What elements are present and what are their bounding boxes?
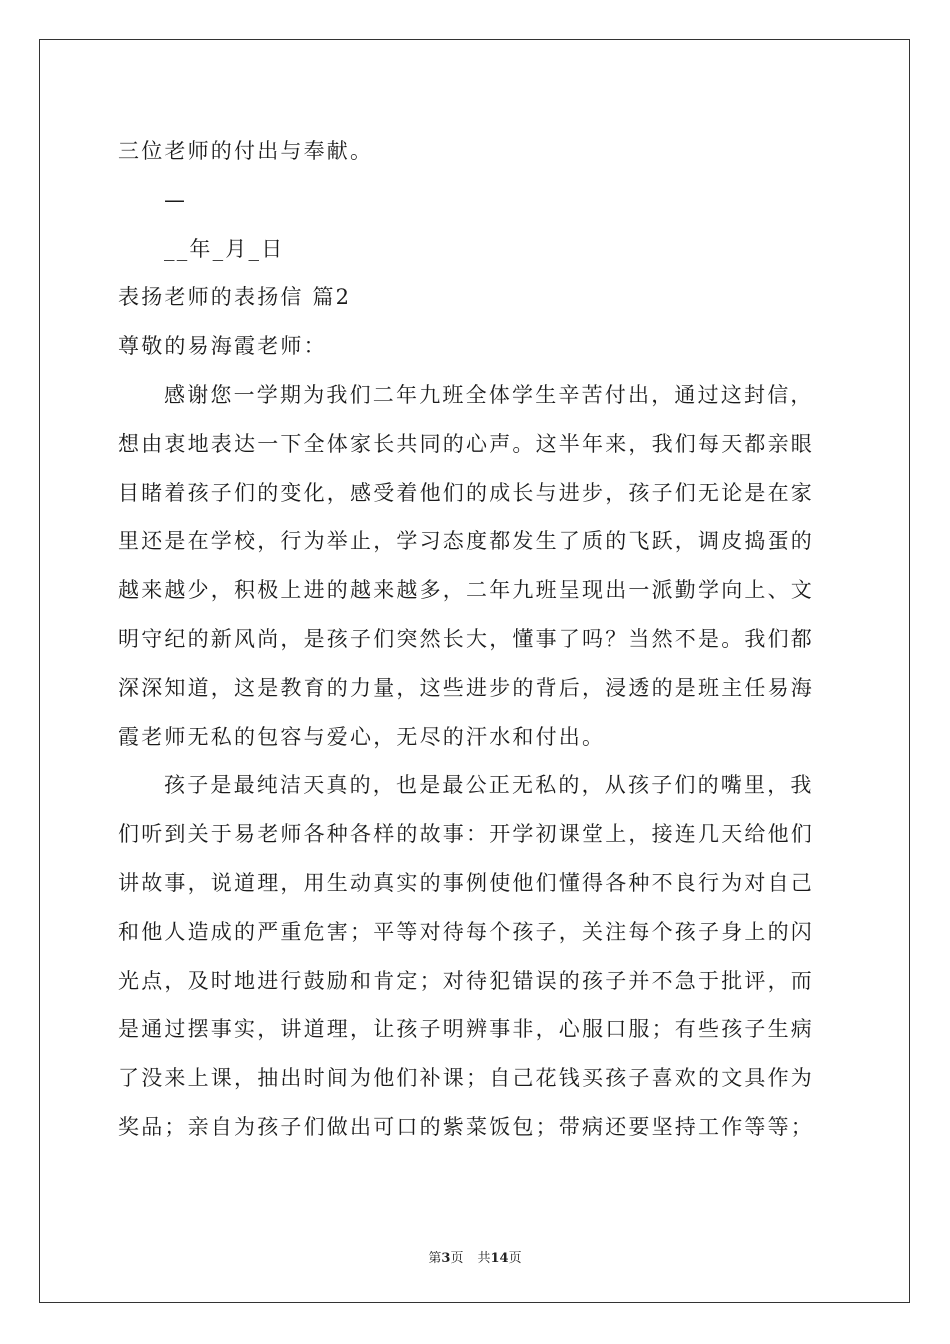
paragraph-line: 孩子是最纯洁天真的，也是最公正无私的，从孩子们的嘴里，我 [164,773,814,798]
current-page-number: 3 [441,1251,451,1266]
footer-total-prefix: 共 [477,1251,491,1266]
paragraph-1 [118,371,834,761]
footer-page-word: 页 [450,1251,464,1266]
paragraph-line: 里还是在学校，行为举止，学习态度都发生了质的飞跃，调皮捣蛋的 [118,529,814,554]
document-body [118,127,834,1152]
paragraph-line: 和他人造成的严重危害；平等对待每个孩子，关注每个孩子身上的闪 [118,919,814,944]
footer-total-suffix: 页 [508,1251,522,1266]
page-footer [0,1247,950,1266]
paragraph-line: 们听到关于易老师各种各样的故事：开学初课堂上，接连几天给他们 [118,822,814,847]
paragraph-line: 了没来上课，抽出时间为他们补课；自己花钱买孩子喜欢的文具作为 [118,1066,814,1091]
paragraph-line: 光点，及时地进行鼓励和肯定；对待犯错误的孩子并不急于批评，而 [118,968,814,993]
salutation: 尊敬的易海霞老师： [118,334,327,359]
paragraph-line: 霞老师无私的包容与爱心，无尽的汗水和付出。 [118,724,606,749]
paragraph-2 [118,761,834,1151]
date-line: __年_月_日 [164,236,285,261]
paragraph-line: 想由衷地表达一下全体家长共同的心声。这半年来，我们每天都亲眼 [118,431,814,456]
paragraph-line: 目睹着孩子们的变化，感受着他们的成长与进步，孩子们无论是在家 [118,480,814,505]
paragraph-line: 讲故事，说道理，用生动真实的事例使他们懂得各种不良行为对自己 [118,870,814,895]
total-pages-number: 14 [490,1251,509,1266]
paragraph-line: 明守纪的新风尚，是孩子们突然长大，懂事了吗？当然不是。我们都 [118,626,814,651]
footer-prefix: 第 [428,1251,442,1266]
paragraph-line: 是通过摆事实，讲道理，让孩子明辨事非，心服口服；有些孩子生病 [118,1017,814,1042]
signature-dash: — [164,187,188,212]
paragraph-line: 奖品；亲自为孩子们做出可口的紫菜饭包；带病还要坚持工作等等； [118,1114,814,1139]
text-line: 三位老师的付出与奉献。 [118,139,374,163]
paragraph-line: 越来越少，积极上进的越来越多，二年九班呈现出一派勤学向上、文 [118,578,814,603]
letter-heading: 表扬老师的表扬信 篇2 [118,285,352,310]
paragraph-line: 感谢您一学期为我们二年九班全体学生辛苦付出，通过这封信， [164,382,814,407]
paragraph-line: 深深知道，这是教育的力量，这些进步的背后，浸透的是班主任易海 [118,675,814,700]
